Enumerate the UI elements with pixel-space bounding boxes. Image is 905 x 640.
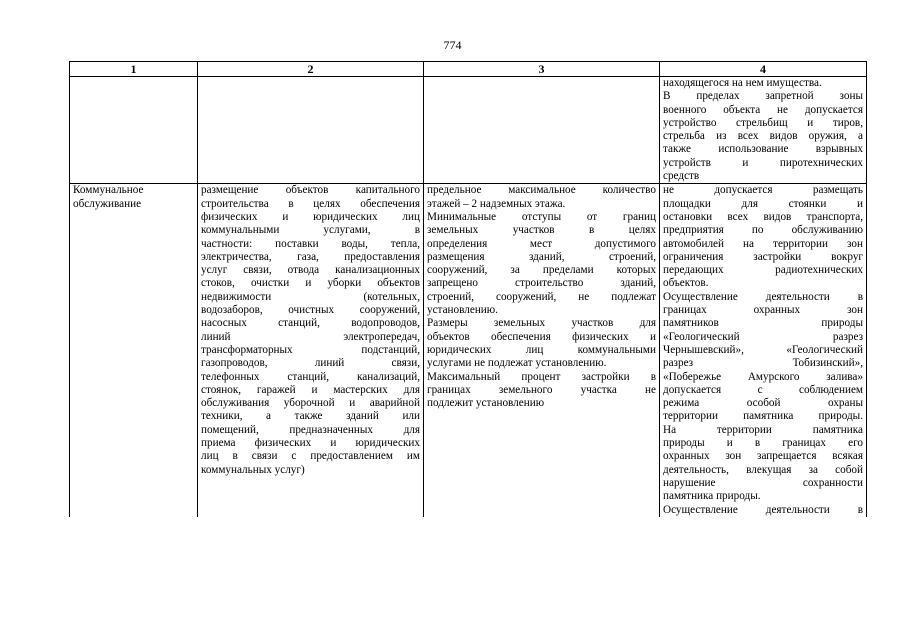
text-line: размещения зданий, строений,	[427, 250, 656, 263]
header-col-2: 2	[198, 62, 424, 77]
text-line: ограничения застройки вокруг	[663, 250, 863, 263]
text-line: строительства в целях обеспечения	[201, 197, 420, 210]
permitted-use-description-cell	[198, 184, 424, 517]
table-header-row	[70, 62, 867, 77]
text-line: памятников природы	[663, 317, 863, 330]
text-line: Коммунальное	[73, 184, 144, 197]
text-line: разрез Тобизинский»,	[663, 357, 863, 370]
text-line: услугами не подлежат установлению.	[427, 357, 607, 370]
text-line: Размеры земельных участков для	[427, 317, 656, 330]
text-line: трансформаторных подстанций,	[201, 343, 420, 356]
text-line: услуг связи, отвода канализационных	[201, 264, 420, 277]
header-col-3: 3	[424, 62, 660, 77]
header-col-1: 1	[70, 62, 198, 77]
text-line: стрельба из всех видов оружия, а	[663, 130, 863, 143]
cont-cell-col-4	[660, 77, 867, 184]
text-line: площадки для стоянки и	[663, 197, 863, 210]
text-line: средств	[663, 170, 700, 183]
text-line: этажей – 2 надземных этажа.	[427, 197, 566, 210]
text-line: электричества, газа, предоставления	[201, 250, 420, 263]
land-use-table	[69, 61, 867, 517]
text-line: находящегося на нем имущества.	[663, 77, 822, 89]
text-line: техники, а также зданий или	[201, 410, 420, 423]
text-line: обслуживание	[73, 197, 142, 210]
text-line: «Геологический разрез	[663, 330, 863, 343]
text-line: деятельность, влекущая за собой	[663, 463, 863, 476]
text-line: границах охранных зон	[663, 304, 863, 317]
text-line: территории памятника природы.	[663, 410, 863, 423]
text-line: «Побережье Амурского залива»	[663, 370, 863, 383]
text-line: Осуществление деятельности в	[663, 290, 863, 303]
text-line: Минимальные отступы от границ	[427, 210, 656, 223]
text-line: размещение объектов капитального	[201, 184, 420, 197]
text-line: помещений, предназначенных для	[201, 423, 420, 436]
text-line: определения мест допустимого	[427, 237, 656, 250]
cont-cell-col-1	[70, 77, 198, 184]
text-line: не допускается размещать	[663, 184, 863, 197]
text-line: приема физических и юридических	[201, 437, 420, 450]
text-line: юридических лиц коммунальными	[427, 343, 656, 356]
text-line: коммунальных услуг)	[201, 463, 305, 476]
text-line: коммунальными услугами, в	[201, 224, 420, 237]
text-line: природы и в границах его	[663, 437, 863, 450]
text-line: автомобилей на территории зон	[663, 237, 863, 250]
text-line: предприятия по обслуживанию	[663, 224, 863, 237]
text-line: военного объекта не допускается	[663, 103, 863, 116]
table-row-continuation	[70, 77, 867, 184]
restrictions-cell	[660, 184, 867, 517]
text-line: стоков, очистки и уборки объектов	[201, 277, 420, 290]
text-line: памятника природы.	[663, 490, 761, 503]
text-line: охранных зон запрещается всякая	[663, 450, 863, 463]
text-line: газопроводов, линий связи,	[201, 357, 420, 370]
page-number: 774	[443, 38, 462, 52]
text-line: подлежит установлению	[427, 397, 545, 410]
text-line: объектов обеспечения физических и	[427, 330, 656, 343]
cont-cell-col-3	[424, 77, 660, 184]
text-line: объектов.	[663, 277, 709, 290]
header-col-4: 4	[660, 62, 867, 77]
text-line: физических и юридических лиц	[201, 210, 420, 223]
text-line: устройств и пиротехнических	[663, 156, 863, 169]
building-parameters-cell	[424, 184, 660, 517]
text-line: водозаборов, очистных сооружений,	[201, 304, 420, 317]
text-line: сооружений, за пределами которых	[427, 264, 656, 277]
text-line: предельное максимальное количество	[427, 184, 656, 197]
text-line: На территории памятника	[663, 423, 863, 436]
text-line: нарушение сохранности	[663, 476, 863, 489]
text-line: допускается с соблюдением	[663, 383, 863, 396]
text-line: передающих радиотехнических	[663, 264, 863, 277]
text-line: Чернышевский», «Геологический	[663, 343, 863, 356]
text-line: устройство стрельбищ и тиров,	[663, 116, 863, 129]
text-line: запрещено строительство зданий,	[427, 277, 656, 290]
text-line: границах земельного участка не	[427, 383, 656, 396]
text-line: земельных участков в целях	[427, 224, 656, 237]
text-line: режима особой охраны	[663, 397, 863, 410]
text-line: лиц в связи с предоставлением им	[201, 450, 420, 463]
land-use-type-cell	[70, 184, 198, 517]
table-row-communal-services	[70, 184, 867, 517]
text-line: линий электропередач,	[201, 330, 420, 343]
text-line: строений, сооружений, не подлежат	[427, 290, 656, 303]
text-line: насосных станций, водопроводов,	[201, 317, 420, 330]
text-line: обслуживания уборочной и аварийной	[201, 397, 420, 410]
text-line: также использование взрывных	[663, 143, 863, 156]
text-line: остановки всех видов транспорта,	[663, 210, 863, 223]
cont-cell-col-2	[198, 77, 424, 184]
text-line: частности: поставки воды, тепла,	[201, 237, 420, 250]
text-line: Максимальный процент застройки в	[427, 370, 656, 383]
text-line: В пределах запретной зоны	[663, 90, 863, 103]
text-line: Осуществление деятельности в	[663, 503, 863, 516]
text-line: телефонных станций, канализаций,	[201, 370, 420, 383]
text-line: недвижимости (котельных,	[201, 290, 420, 303]
text-line: стоянок, гаражей и мастерских для	[201, 383, 420, 396]
text-line: установлению.	[427, 304, 498, 317]
